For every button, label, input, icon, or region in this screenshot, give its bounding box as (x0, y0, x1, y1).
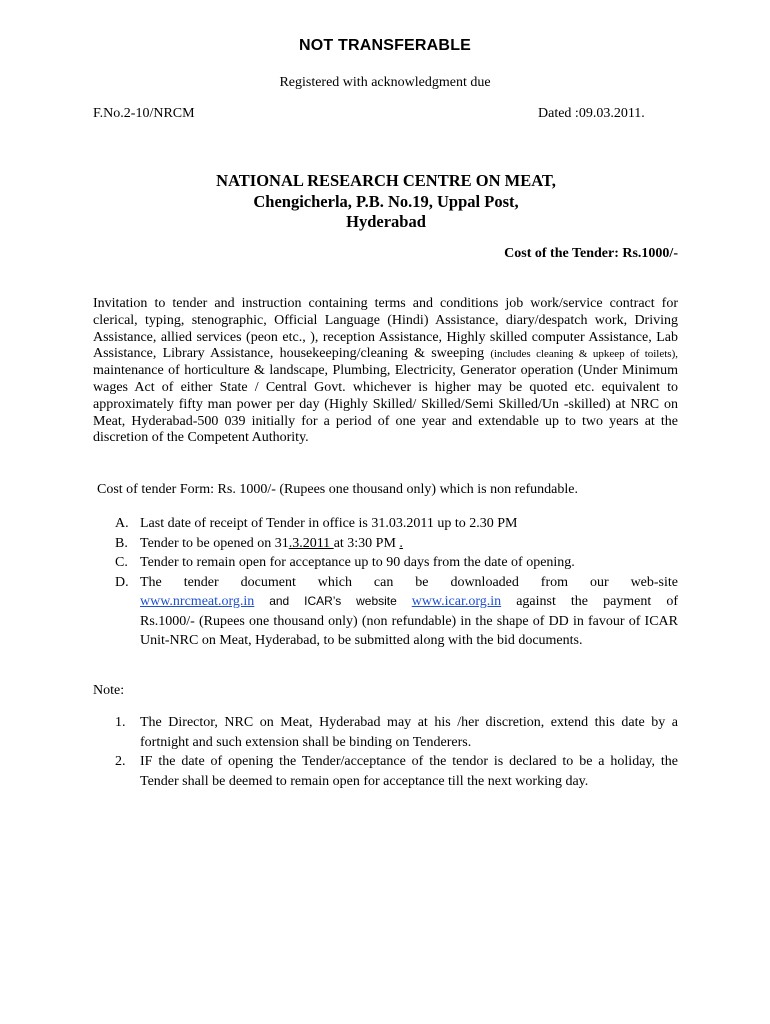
note-text: IF the date of opening the Tender/acceptance of the tendor is declared to be a holiday, the Tender shall be deemed to remain open for acceptance till the next working day. (140, 754, 678, 789)
note-number: 2. (115, 754, 126, 769)
icar-link[interactable]: www.icar.org.in (411, 594, 502, 609)
opening-tail: . (399, 535, 403, 551)
opening-text: Tender to be opened on 31 (140, 535, 289, 551)
note-heading: Note: (93, 683, 125, 698)
opening-time: at 3:30 PM (333, 535, 400, 551)
payment-details: Rs.1000/- (Rupees one thousand only) (non refundable) in the shape of DD in favour of ICAR Unit-NRC on Meat, Hyderabad, to be submitted along with the bid documents. (140, 613, 678, 648)
list-item (93, 534, 678, 554)
opening-date: .3.2011 (288, 535, 334, 551)
list-item-text (140, 573, 678, 651)
payment-text: against the payment of (501, 594, 678, 609)
website-line (140, 592, 678, 612)
tender-form-cost: Cost of tender Form: Rs. 1000/- (Rupees one thousand only) which is non refundable. (97, 482, 578, 497)
organization-block (93, 171, 679, 233)
tender-cost: Cost of the Tender: Rs.1000/- (504, 246, 678, 261)
document-title: NOT TRANSFERABLE (298, 37, 472, 54)
intro-text-part2: maintenance of horticulture & landscape, Plumbing, Electricity, Generator operation (Under Minimum wages Act of either State / Central Govt. whichever is higher may be quoted etc. equivalent to approximately fifty man power per day (Highly Skilled/ Skilled/Semi Skilled/Un -skilled) at NRC on Meat, Hyderabad-500 039 initially for a period of one year and extendable up to two years at the discretion of the Competent Authority. (93, 363, 678, 446)
list-item-label: A. (115, 516, 129, 531)
list-item-label: C. (115, 555, 128, 570)
note-text: The Director, NRC on Meat, Hyderabad may at his /her discretion, extend this date by a fortnight and such extension shall be binding on Tenderers. (140, 715, 678, 750)
organization-name: NATIONAL RESEARCH CENTRE ON MEAT, (216, 171, 556, 190)
date-line: Dated :09.03.2011. (538, 106, 645, 121)
icar-text: and ICAR’s website (254, 594, 412, 608)
list-item (93, 553, 678, 573)
list-item-text: Last date of receipt of Tender in office is 31.03.2011 up to 2.30 PM (140, 516, 518, 531)
document-subtitle: Registered with acknowledgment due (279, 75, 491, 90)
intro-paragraph (93, 296, 678, 447)
list-item-label: D. (115, 574, 129, 590)
notes-list (93, 713, 678, 791)
note-item (93, 713, 678, 752)
intro-text-part1: Invitation to tender and instruction containing terms and conditions job work/service contract for clerical, typing, stenographic, Official Language (Hindi) Assistance, diary/despatch work, Driving Assistance, allied services (peon etc., ), reception Assistance, Highly skilled computer Assistance, Lab Assistance, Library Assistance, housekeeping/cleaning & sweeping (93, 296, 678, 362)
list-item (93, 514, 678, 534)
note-number: 1. (115, 715, 126, 730)
list-item-text (140, 534, 678, 554)
organization-address: Chengicherla, P.B. No.19, Uppal Post, (253, 191, 519, 211)
list-item-label: B. (115, 535, 128, 551)
tender-conditions-list (93, 514, 678, 651)
intro-text-small: (includes cleaning & upkeep of toilets), (490, 348, 678, 361)
organization-city: Hyderabad (346, 212, 426, 231)
list-item-text: Tender to remain open for acceptance up to 90 days from the date of opening. (140, 555, 575, 570)
download-line: The tender document which can be downloaded from our web-site (140, 574, 678, 590)
note-item (93, 752, 678, 791)
nrcmeat-link[interactable]: www.nrcmeat.org.in (140, 594, 255, 609)
list-item (93, 573, 678, 651)
file-number: F.No.2-10/NRCM (93, 106, 195, 121)
